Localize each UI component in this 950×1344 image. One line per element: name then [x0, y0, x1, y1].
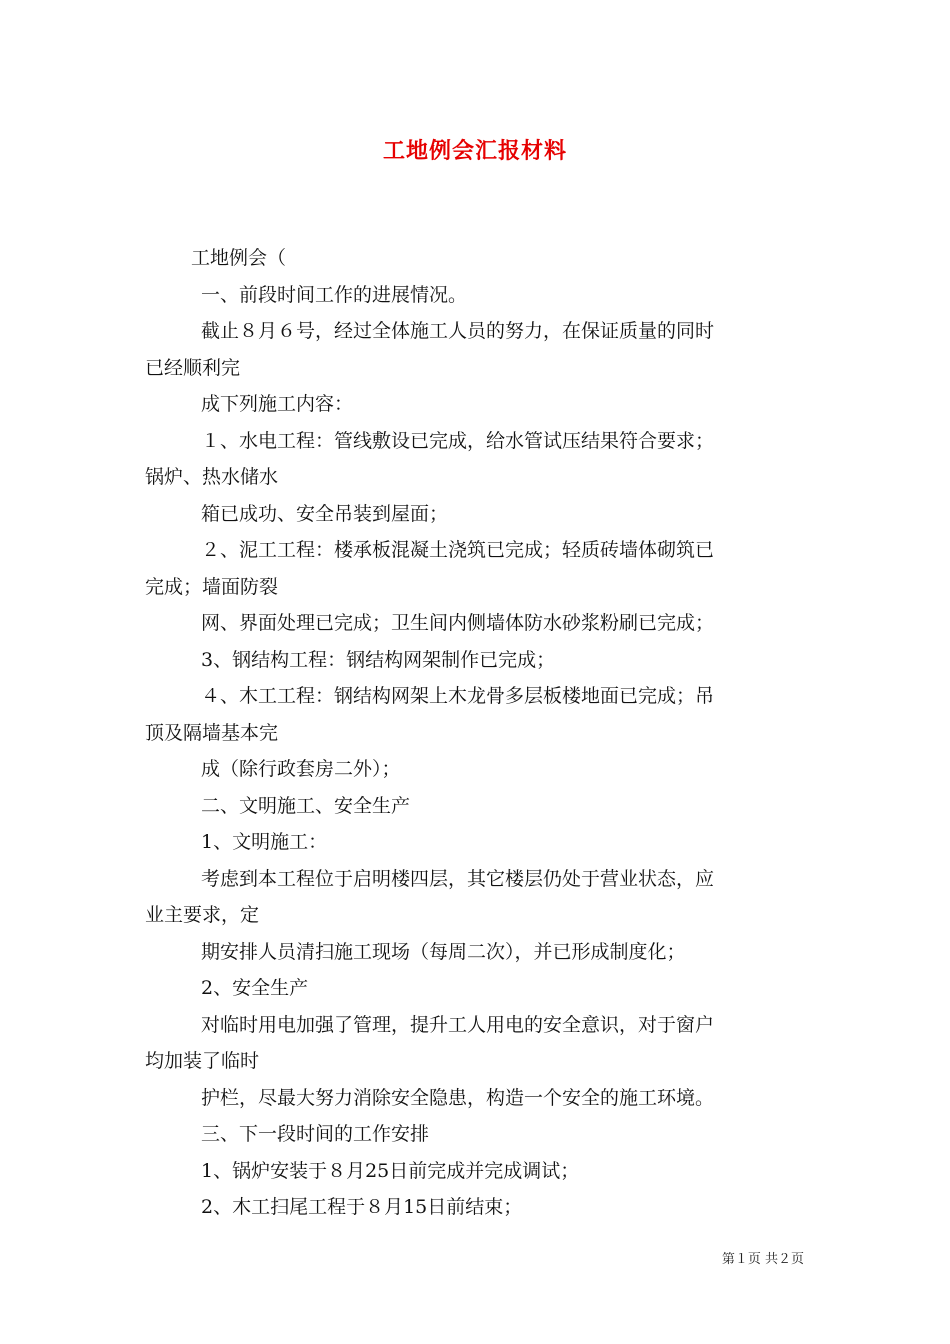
paragraph-line: 2、木工扫尾工程于８月15日前结束；: [201, 1196, 523, 1218]
document-title: 工地例会汇报材料: [382, 138, 567, 164]
paragraph-line: 3、钢结构工程：钢结构网架制作已完成；: [201, 648, 556, 671]
paragraph-line: 工地例会（: [191, 247, 287, 269]
paragraph-line: 网、界面处理已完成；卫生间内侧墙体防水砂浆粉刷已完成；: [201, 612, 715, 634]
paragraph-line: 顶及隔墙基本完: [145, 721, 279, 744]
paragraph-line: 成下列施工内容：: [201, 393, 354, 415]
paragraph-line: 箱已成功、安全吊装到屋面；: [201, 502, 449, 525]
paragraph-line: 护栏，尽最大努力消除安全隐患，构造一个安全的施工环境。: [201, 1086, 715, 1109]
paragraph-line: 业主要求，定: [145, 904, 260, 926]
paragraph-line: 均加装了临时: [145, 1050, 260, 1072]
paragraph-line: 1、锅炉安装于８月25日前完成并完成调试；: [201, 1159, 580, 1182]
page-footer: 第１页 共２页: [721, 1252, 804, 1267]
paragraph-line: 已经顺利完: [145, 356, 241, 379]
paragraph-line: 截止８月６号，经过全体施工人员的努力，在保证质量的同时: [201, 320, 715, 342]
paragraph-line: 1、文明施工：: [201, 831, 328, 853]
paragraph-line: １、水电工程：管线敷设已完成，给水管试压结果符合要求；: [201, 429, 715, 452]
paragraph-line: 二、文明施工、安全生产: [201, 794, 411, 817]
paragraph-line: ４、木工工程：钢结构网架上木龙骨多层板楼地面已完成；吊: [201, 685, 715, 707]
paragraph-line: 锅炉、热水储水: [145, 466, 279, 488]
paragraph-line: 对临时用电加强了管理，提升工人用电的安全意识，对于窗户: [201, 1013, 715, 1036]
document-body: [145, 240, 817, 1226]
paragraph-line: 一、前段时间工作的进展情况。: [201, 283, 468, 306]
paragraph-line: 考虑到本工程位于启明楼四层，其它楼层仍处于营业状态，应: [201, 867, 715, 890]
paragraph-line: 2、安全生产: [201, 977, 309, 999]
paragraph-line: 成（除行政套房二外）；: [201, 758, 401, 780]
paragraph-line: 完成；墙面防裂: [145, 575, 279, 598]
paragraph-line: 三、下一段时间的工作安排: [201, 1123, 430, 1145]
paragraph-line: ２、泥工工程：楼承板混凝土浇筑已完成；轻质砖墙体砌筑已: [201, 539, 715, 561]
paragraph-line: 期安排人员清扫施工现场（每周二次），并已形成制度化；: [201, 940, 686, 963]
